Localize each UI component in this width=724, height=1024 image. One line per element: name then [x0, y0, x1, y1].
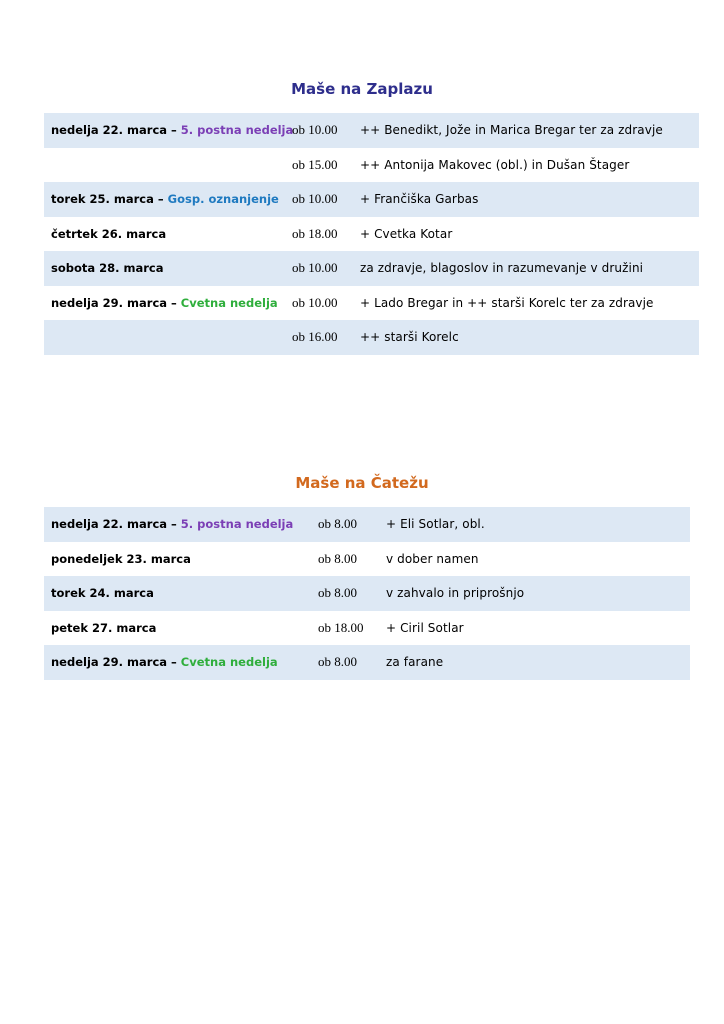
time-cell: ob 18.00 [292, 225, 338, 241]
intention-cell: + Lado Bregar in ++ starši Korelc ter za zdravje [360, 295, 654, 310]
day-label: nedelja 22. marca – [51, 517, 181, 532]
table-row [44, 576, 690, 611]
day-cell [44, 517, 318, 531]
day-cell [44, 227, 292, 241]
table-row [44, 217, 699, 252]
day-cell [44, 621, 318, 635]
intention-cell: + Frančiška Garbas [360, 192, 479, 207]
day-label: torek 25. marca – [51, 192, 168, 207]
table-row [44, 182, 699, 217]
time-cell: ob 10.00 [292, 122, 338, 138]
time-cell: ob 8.00 [318, 516, 357, 532]
time-cell: ob 15.00 [292, 156, 338, 172]
intention-cell: za farane [386, 655, 444, 670]
table-row [44, 542, 690, 577]
time-cell: ob 8.00 [318, 585, 357, 601]
day-cell [44, 552, 318, 566]
table-row [44, 645, 690, 680]
day-cell [44, 586, 318, 600]
intention-cell: ++ starši Korelc [360, 330, 459, 345]
intention-cell: ++ Benedikt, Jože in Marica Bregar ter za zdravje [360, 123, 663, 138]
day-cell [44, 192, 292, 206]
intention-cell: v dober namen [386, 551, 479, 566]
intention-cell: + Ciril Sotlar [386, 620, 464, 635]
section-title-zaplaz: Maše na Zaplazu [291, 80, 433, 98]
feast-label: Cvetna nedelja [180, 655, 278, 670]
time-cell: ob 18.00 [318, 619, 364, 635]
table-row [44, 611, 690, 646]
time-cell: ob 8.00 [318, 550, 357, 566]
table-row [44, 507, 690, 542]
day-label: četrtek 26. marca [51, 226, 167, 241]
feast-label: Gosp. oznanjenje [167, 192, 279, 207]
day-cell [44, 261, 292, 275]
table-row [44, 113, 699, 148]
intention-cell: + Cvetka Kotar [360, 226, 453, 241]
table-row [44, 320, 699, 355]
day-label: sobota 28. marca [51, 261, 164, 276]
feast-label: Cvetna nedelja [180, 295, 278, 310]
day-cell [44, 655, 318, 669]
feast-label: 5. postna nedelja [180, 123, 294, 138]
table-row [44, 251, 699, 286]
section-title-catez: Maše na Čatežu [295, 474, 429, 492]
time-cell: ob 10.00 [292, 294, 338, 310]
day-cell [44, 296, 292, 310]
time-cell: ob 10.00 [292, 191, 338, 207]
time-cell: ob 8.00 [318, 654, 357, 670]
table-row [44, 286, 699, 321]
day-cell [44, 123, 292, 137]
time-cell: ob 10.00 [292, 260, 338, 276]
day-label: ponedeljek 23. marca [51, 551, 191, 566]
day-label: torek 24. marca [51, 586, 154, 601]
intention-cell: ++ Antonija Makovec (obl.) in Dušan Štager [360, 157, 630, 172]
intention-cell: v zahvalo in priprošnjo [386, 586, 525, 601]
day-label: nedelja 29. marca – [51, 655, 181, 670]
time-cell: ob 16.00 [292, 329, 338, 345]
day-label: nedelja 29. marca – [51, 295, 181, 310]
intention-cell: za zdravje, blagoslov in razumevanje v družini [360, 261, 644, 276]
day-label: petek 27. marca [51, 620, 157, 635]
day-label: nedelja 22. marca – [51, 123, 181, 138]
mass-schedule-table-zaplaz [44, 113, 699, 355]
intention-cell: + Eli Sotlar, obl. [386, 517, 485, 532]
table-row [44, 148, 699, 183]
mass-schedule-table-catez [44, 507, 690, 680]
feast-label: 5. postna nedelja [180, 517, 294, 532]
